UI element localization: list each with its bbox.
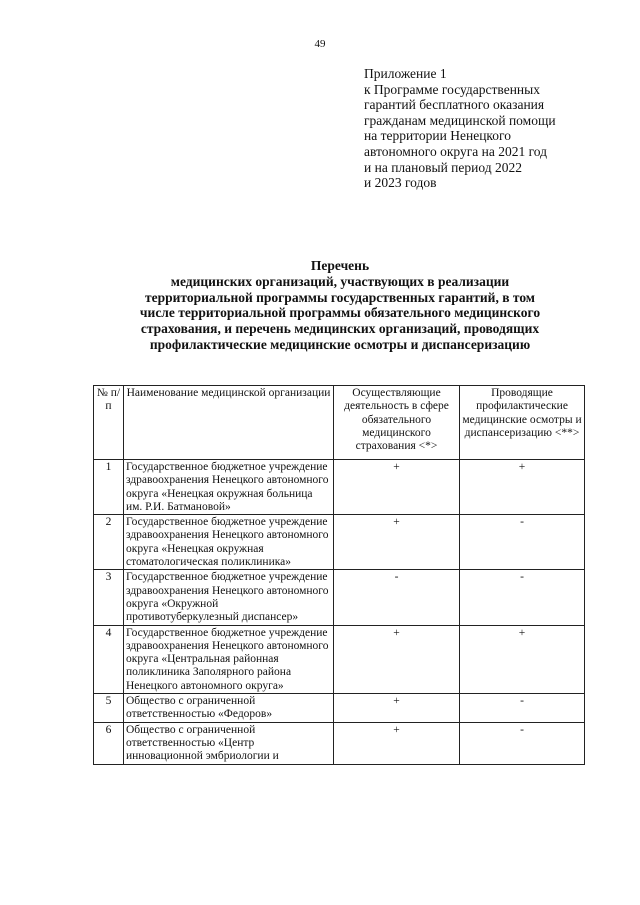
row-oms: +	[334, 722, 460, 764]
row-oms: +	[334, 625, 460, 693]
row-num: 6	[94, 722, 124, 764]
row-num: 3	[94, 570, 124, 625]
appendix-line: автономного округа на 2021 год	[364, 143, 547, 159]
table-header-row	[94, 386, 585, 460]
row-oms: +	[334, 515, 460, 570]
table-row	[94, 722, 585, 764]
page-number: 49	[314, 38, 326, 50]
header-prof: Проводящие профилактические медицинские осмотры и диспансеризацию <**>	[460, 386, 585, 460]
title-line: профилактические медицинские осмотры и диспансеризацию	[149, 336, 531, 352]
organizations-table	[93, 385, 585, 765]
header-num: № п/п	[94, 386, 124, 460]
title-line: территориальной программы государственных гарантий, в том	[144, 289, 536, 305]
row-num: 1	[94, 460, 124, 515]
row-num: 5	[94, 694, 124, 723]
header-oms: Осуществляющие деятельность в сфере обязательного медицинского страхования <*>	[334, 386, 460, 460]
title-line: медицинских организаций, участвующих в реализации	[170, 273, 510, 289]
document-title	[120, 258, 560, 353]
appendix-line: и на плановый период 2022	[364, 159, 522, 175]
row-num: 4	[94, 625, 124, 693]
row-num: 2	[94, 515, 124, 570]
title-line: страхования, и перечень медицинских организаций, проводящих	[140, 321, 540, 337]
appendix-line: гарантий бесплатного оказания	[364, 97, 545, 113]
row-prof: +	[460, 625, 585, 693]
row-name: Государственное бюджетное учреждение здравоохранения Ненецкого автономного округа «Центральная районная поликлиника Заполярного района Ненецкого автономного округа»	[124, 625, 334, 693]
row-prof: -	[460, 722, 585, 764]
row-oms: +	[334, 460, 460, 515]
row-name: Государственное бюджетное учреждение здравоохранения Ненецкого автономного округа «Окружной противотуберкулезный диспансер»	[124, 570, 334, 625]
row-prof: +	[460, 460, 585, 515]
appendix-line: на территории Ненецкого	[364, 128, 512, 144]
title-line: Перечень	[310, 258, 370, 273]
header-name: Наименование медицинской организации	[124, 386, 334, 460]
appendix-line: Приложение 1	[364, 66, 447, 81]
row-prof: -	[460, 515, 585, 570]
title-line: числе территориальной программы обязательного медицинского	[139, 305, 541, 321]
appendix-line: гражданам медицинской помощи	[364, 112, 556, 128]
row-prof: -	[460, 570, 585, 625]
row-name: Государственное бюджетное учреждение здравоохранения Ненецкого автономного округа «Ненецкая окружная больница им. Р.И. Батмановой»	[124, 460, 334, 515]
table-row	[94, 570, 585, 625]
appendix-line: к Программе государственных	[364, 81, 540, 97]
row-prof: -	[460, 694, 585, 723]
row-name: Государственное бюджетное учреждение здравоохранения Ненецкого автономного округа «Ненецкая окружная стоматологическая поликлиника»	[124, 515, 334, 570]
row-name: Общество с ограниченной ответственностью «Центр инновационной эмбриологии и	[124, 722, 334, 764]
appendix-note	[364, 66, 614, 191]
row-name: Общество с ограниченной ответственностью «Федоров»	[124, 694, 334, 723]
table-row	[94, 694, 585, 723]
appendix-line: и 2023 годов	[364, 175, 437, 191]
table-row	[94, 515, 585, 570]
row-oms: -	[334, 570, 460, 625]
table-row	[94, 460, 585, 515]
row-oms: +	[334, 694, 460, 723]
table-row	[94, 625, 585, 693]
